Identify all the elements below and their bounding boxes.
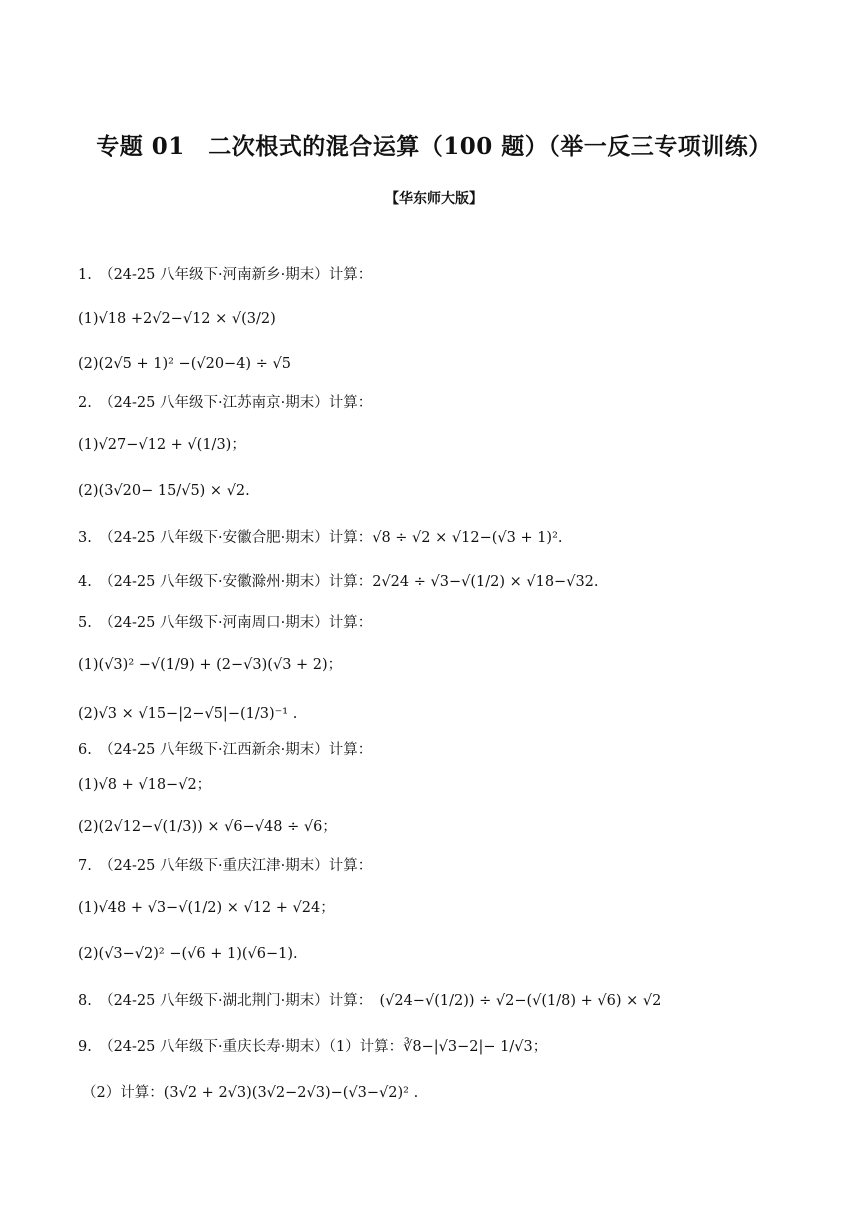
problem-5-part-2: (2)√3 × √15−|2−√5|−(1/3)⁻¹ . (78, 706, 298, 722)
page-subtitle: 【华东师大版】 (385, 191, 483, 207)
problem-2-part-2: (2)(3√20− 15/√5) × √2. (78, 483, 250, 499)
problem-6-part-1: (1)√8 + √18−√2； (78, 777, 212, 793)
problem-2-heading: 2. （24-25 八年级下·江苏南京·期末）计算： (78, 395, 373, 411)
problem-6-part-2: (2)(2√12−√(1/3)) × √6−√48 ÷ √6； (78, 819, 337, 835)
problem-2-part-1: (1)√27−√12 + √(1/3)； (78, 437, 246, 453)
problem-5-part-1: (1)(√3)² −√(1/9) + (2−√3)(√3 + 2)； (78, 657, 343, 673)
problem-7-part-1: (1)√48 + √3−√(1/2) × √12 + √24； (78, 900, 335, 916)
problem-3: 3. （24-25 八年级下·安徽合肥·期末）计算：√8 ÷ √2 × √12−(√3 + 1)². (78, 530, 563, 546)
problem-5-heading: 5. （24-25 八年级下·河南周口·期末）计算： (78, 615, 373, 631)
page-title: 专题 01 二次根式的混合运算（100 题）（举一反三专项训练） (96, 133, 772, 160)
problem-9-heading: 9. （24-25 八年级下·重庆长寿·期末）（1）计算：∛8−|√3−2|− 1/√3； (78, 1039, 548, 1055)
problem-6-heading: 6. （24-25 八年级下·江西新余·期末）计算： (78, 742, 373, 758)
problem-7-heading: 7. （24-25 八年级下·重庆江津·期末）计算： (78, 858, 373, 874)
problem-8: 8. （24-25 八年级下·湖北荆门·期末）计算： (√24−√(1/2)) ÷ √2−(√(1/8) + √6) × √2 (78, 993, 662, 1009)
problem-7-part-2: (2)(√3−√2)² −(√6 + 1)(√6−1). (78, 946, 298, 962)
problem-1-part-2: (2)(2√5 + 1)² −(√20−4) ÷ √5 (78, 356, 291, 372)
problem-9-part-2: （2）计算：(3√2 + 2√3)(3√2−2√3)−(√3−√2)² . (82, 1085, 419, 1101)
problem-4: 4. （24-25 八年级下·安徽滁州·期末）计算：2√24 ÷ √3−√(1/2) × √18−√32. (78, 574, 599, 590)
problem-1-part-1: (1)√18 +2√2−√12 × √(3/2) (78, 311, 276, 327)
problem-1-heading: 1. （24-25 八年级下·河南新乡·期末）计算： (78, 267, 373, 283)
